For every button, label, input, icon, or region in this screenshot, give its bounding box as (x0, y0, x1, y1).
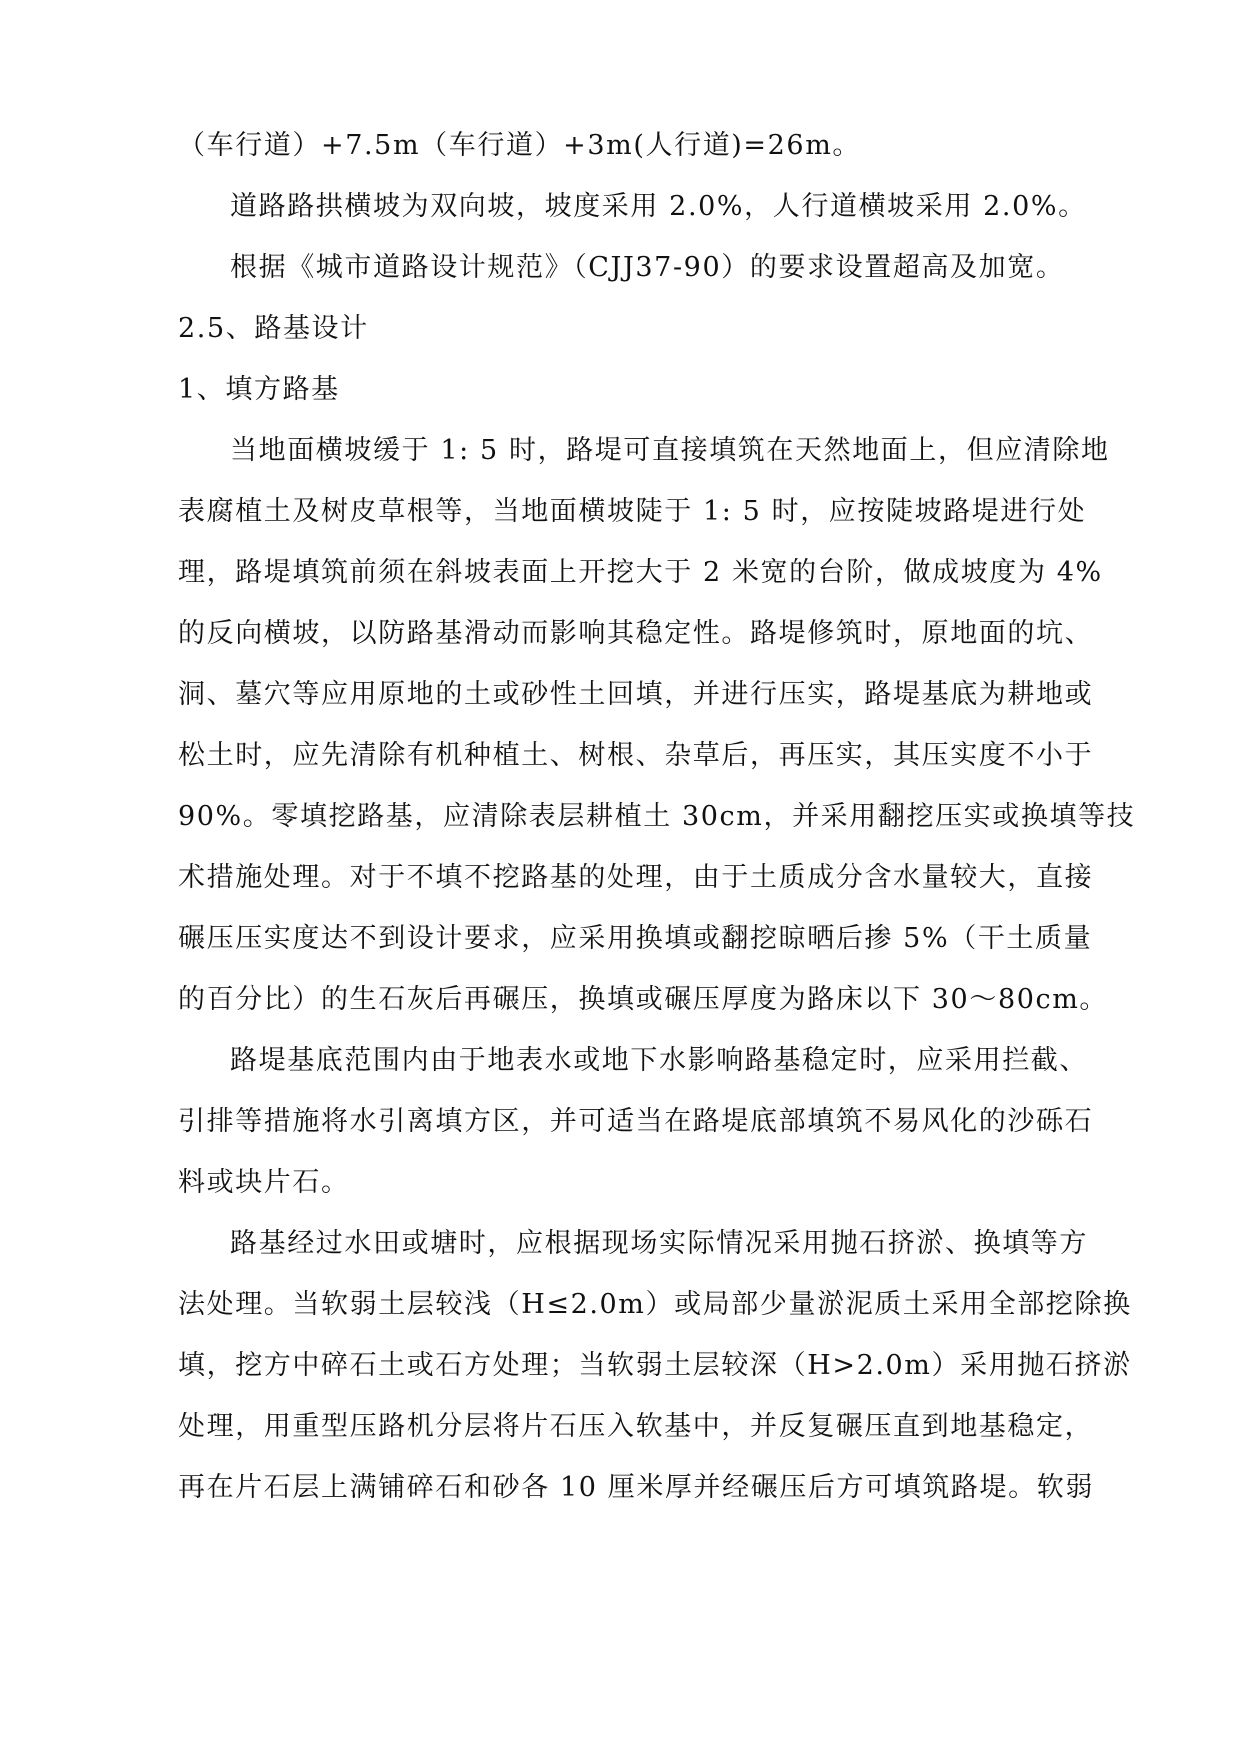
text-line: （车行道）+7.5m（车行道）+3m(人行道)=26m。 (178, 130, 862, 161)
text-line: 引排等措施将水引离填方区，并可适当在路堤底部填筑不易风化的沙砾石 (178, 1106, 1094, 1137)
text-line: 料或块片石。 (178, 1167, 350, 1198)
text-line: 填，挖方中碎石土或石方处理；当软弱土层较深（H>2.0m）采用抛石挤淤 (178, 1350, 1132, 1381)
text-line: 术措施处理。对于不填不挖路基的处理，由于土质成分含水量较大，直接 (178, 862, 1094, 893)
text-line: 再在片石层上满铺碎石和砂各 10 厘米厚并经碾压后方可填筑路堤。软弱 (178, 1472, 1094, 1503)
text-line: 松土时，应先清除有机种植土、树根、杂草后，再压实，其压实度不小于 (178, 740, 1094, 771)
text-line: 的百分比）的生石灰后再碾压，换填或碾压厚度为路床以下 30～80cm。 (178, 984, 1109, 1015)
text-line: 路堤基底范围内由于地表水或地下水影响路基稳定时，应采用拦截、 (230, 1045, 1088, 1076)
text-line: 根据《城市道路设计规范》（CJJ37-90）的要求设置超高及加宽。 (230, 252, 1065, 283)
text-line: 表腐植土及树皮草根等，当地面横坡陡于 1: 5 时，应按陡坡路堤进行处 (178, 496, 1087, 527)
text-line: 碾压压实度达不到设计要求，应采用换填或翻挖晾晒后掺 5%（干土质量 (178, 923, 1093, 954)
text-line: 道路路拱横坡为双向坡，坡度采用 2.0%，人行道横坡采用 2.0%。 (230, 191, 1087, 222)
text-line: 的反向横坡，以防路基滑动而影响其稳定性。路堤修筑时，原地面的坑、 (178, 618, 1094, 649)
text-line: 理，路堤填筑前须在斜坡表面上开挖大于 2 米宽的台阶，做成坡度为 4% (178, 557, 1103, 588)
text-line: 当地面横坡缓于 1: 5 时，路堤可直接填筑在天然地面上，但应清除地 (230, 435, 1110, 466)
text-line: 法处理。当软弱土层较浅（H≤2.0m）或局部少量淤泥质土采用全部挖除换 (178, 1289, 1132, 1320)
text-line: 90%。零填挖路基，应清除表层耕植土 30cm，并采用翻挖压实或换填等技 (178, 801, 1136, 832)
subsection-heading: 1、填方路基 (178, 374, 340, 405)
text-line: 处理，用重型压路机分层将片石压入软基中，并反复碾压直到地基稳定， (178, 1411, 1094, 1442)
text-line: 路基经过水田或塘时，应根据现场实际情况采用抛石挤淤、换填等方 (230, 1228, 1088, 1259)
section-heading: 2.5、路基设计 (178, 313, 369, 344)
text-line: 洞、墓穴等应用原地的土或砂性土回填，并进行压实，路堤基底为耕地或 (178, 679, 1094, 710)
